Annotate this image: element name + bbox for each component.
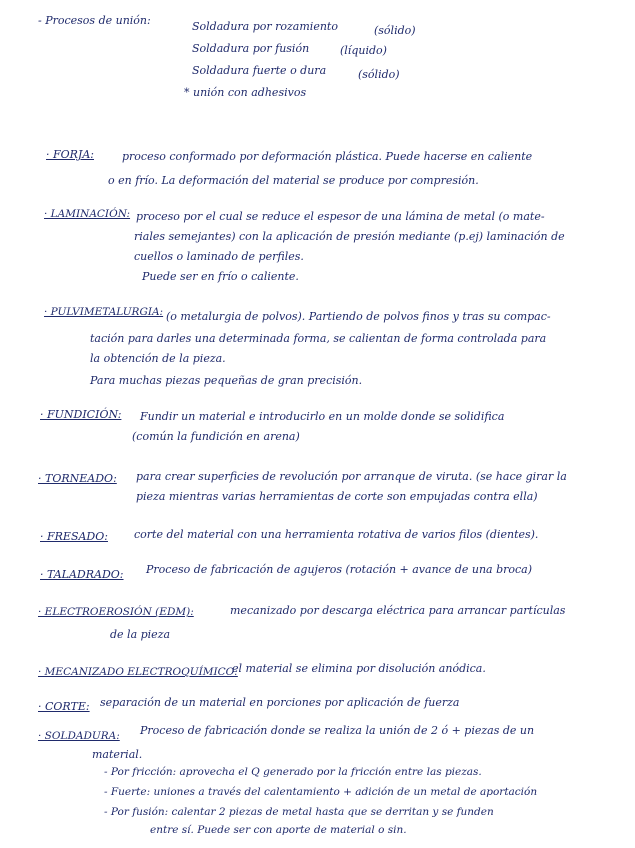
section-line: - Por fricción: aprovecha el Q generado por la fricción entre las piezas.	[104, 766, 482, 778]
section-line: mecanizado por descarga eléctrica para arrancar partículas	[230, 604, 566, 617]
section-line: - Fuerte: uniones a través del calentamiento + adición de un metal de aportación	[104, 786, 538, 798]
proceso-item: Soldadura fuerte o dura	[192, 64, 327, 77]
section-line: para crear superficies de revolución por arranque de viruta. (se hace girar la	[136, 470, 567, 483]
section-line: la obtención de la pieza.	[90, 352, 226, 365]
section-line: cuellos o laminado de perfiles.	[134, 250, 304, 263]
proceso-item: Soldadura por fusión	[192, 42, 310, 55]
section-term-corte: · CORTE:	[38, 700, 90, 713]
section-line: pieza mientras varias herramientas de corte son empujadas contra ella)	[136, 490, 538, 503]
section-line: separación de un material en porciones por aplicación de fuerza	[100, 696, 460, 709]
section-term-forja: · FORJA:	[46, 148, 94, 161]
section-term-torneado: · TORNEADO:	[38, 472, 117, 485]
section-line: proceso por el cual se reduce el espesor de una lámina de metal (o mate-	[136, 210, 545, 223]
section-line: el material se elimina por disolución anódica.	[232, 662, 486, 675]
section-line: entre sí. Puede ser con aporte de material o sin.	[150, 824, 407, 836]
section-line: Fundir un material e introducirlo en un molde donde se solidifica	[140, 410, 505, 423]
section-line: - Por fusión: calentar 2 piezas de metal hasta que se derritan y se funden	[104, 806, 494, 818]
section-line: de la pieza	[110, 628, 171, 641]
procesos-label: - Procesos de unión:	[38, 14, 151, 27]
proceso-state: (líquido)	[340, 44, 387, 57]
section-line: (o metalurgia de polvos). Partiendo de polvos finos y tras su compac-	[166, 310, 551, 323]
section-line: tación para darles una determinada forma, se calientan de forma controlada para	[90, 332, 547, 345]
section-line: Proceso de fabricación donde se realiza la unión de 2 ó + piezas de un	[140, 724, 535, 737]
proceso-state: (sólido)	[374, 24, 416, 37]
section-line: corte del material con una herramienta rotativa de varios filos (dientes).	[134, 528, 539, 541]
section-line: o en frío. La deformación del material se produce por compresión.	[108, 174, 479, 187]
section-term-fresado: · FRESADO:	[40, 530, 108, 543]
section-term-soldadura: · SOLDADURA:	[38, 730, 120, 742]
section-term-fundicion: · FUNDICIÓN:	[40, 408, 122, 421]
section-term-taladrado: · TALADRADO:	[40, 568, 124, 581]
proceso-item: * unión con adhesivos	[184, 86, 307, 99]
section-term-pulvimetalurgia: · PULVIMETALURGIA:	[44, 306, 164, 318]
section-term-laminacion: · LAMINACIÓN:	[44, 208, 131, 220]
section-line: proceso conformado por deformación plástica. Puede hacerse en caliente	[122, 150, 533, 163]
section-line: Proceso de fabricación de agujeros (rotación + avance de una broca)	[146, 563, 533, 576]
proceso-state: (sólido)	[358, 68, 400, 81]
section-term-electroerosion: · ELECTROEROSIÓN (EDM):	[38, 606, 194, 618]
section-line: (común la fundición en arena)	[132, 430, 300, 443]
section-line: Para muchas piezas pequeñas de gran precisión.	[90, 374, 363, 387]
section-line: material.	[92, 748, 143, 761]
section-line: Puede ser en frío o caliente.	[142, 270, 299, 283]
section-line: riales semejantes) con la aplicación de presión mediante (p.ej) laminación de	[134, 230, 565, 243]
proceso-item: Soldadura por rozamiento	[192, 20, 338, 33]
section-term-mecanizado: · MECANIZADO ELECTROQUÍMICO:	[38, 666, 238, 678]
